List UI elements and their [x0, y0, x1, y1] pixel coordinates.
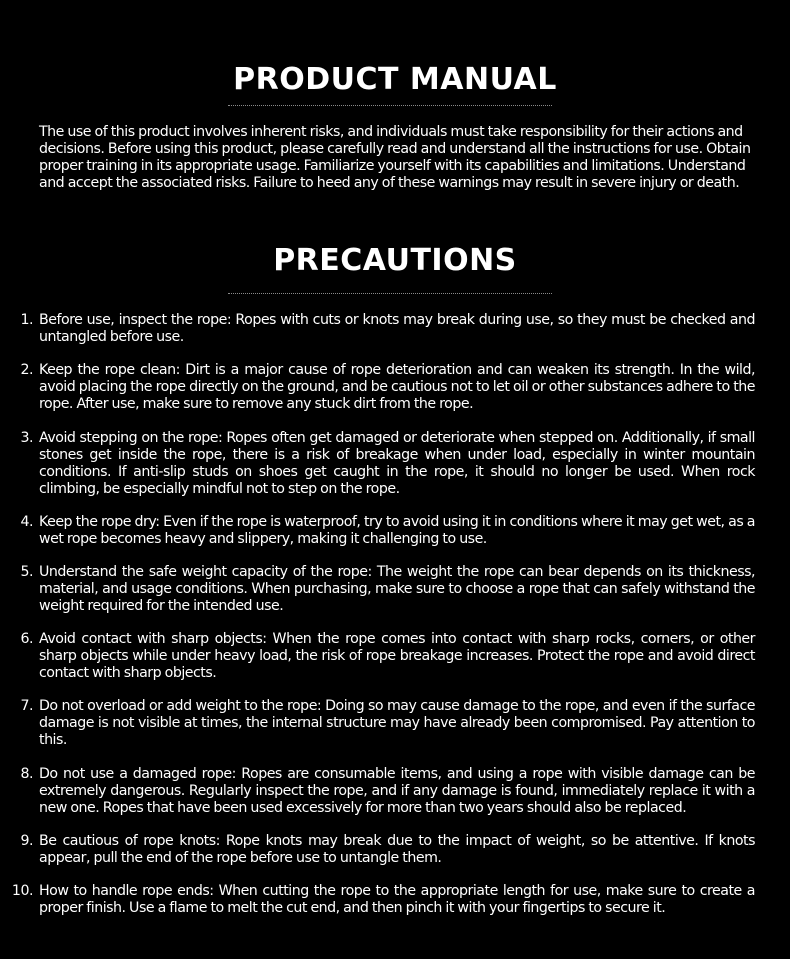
precaution-number: 4. [20, 514, 33, 530]
precaution-text: Do not use a damaged rope: Ropes are consumable items, and using a rope with visible damage can be extremely dangerous. Regularly inspect the rope, and if any damage is found, immediately replace it with a new one. Ropes that have been used excessively for more than two years should also be replaced. [39, 766, 755, 816]
precaution-number: 8. [20, 766, 33, 782]
precaution-text: How to handle rope ends: When cutting the rope to the appropriate length for use, make sure to create a proper finish. Use a flame to melt the cut end, and then pinch it with your fingertips to secure it. [39, 883, 755, 916]
precaution-text: Avoid stepping on the rope: Ropes often get damaged or deteriorate when stepped on. Additionally, if small stones get inside the rope, there is a risk of breakage when under load, especially in winter mountain conditions. If anti-slip studs on shoes get caught in the rope, it should no longer be used. When rock climbing, be especially mindful not to step on the rope. [39, 430, 755, 497]
precaution-number: 9. [20, 833, 33, 849]
precaution-text: Be cautious of rope knots: Rope knots may break due to the impact of weight, so be attentive. If knots appear, pull the end of the rope before use to untangle them. [39, 833, 755, 866]
precautions-title: PRECAUTIONS [273, 243, 517, 278]
precaution-number: 5. [20, 564, 33, 580]
precaution-text: Avoid contact with sharp objects: When the rope comes into contact with sharp rocks, corners, or other sharp objects while under heavy load, the risk of rope breakage increases. Protect the rope and avoid direct contact with sharp objects. [39, 631, 755, 681]
precaution-number: 6. [20, 631, 33, 647]
precaution-text: Understand the safe weight capacity of the rope: The weight the rope can bear depends on its thickness, material, and usage conditions. When purchasing, make sure to choose a rope that can safely withstand the weight required for the intended use. [39, 564, 755, 614]
precaution-number: 10. [11, 883, 33, 899]
title-divider [228, 105, 552, 106]
precaution-text: Keep the rope dry: Even if the rope is waterproof, try to avoid using it in conditions where it may get wet, as a wet rope becomes heavy and slippery, making it challenging to use. [39, 514, 755, 547]
manual-intro-text: The use of this product involves inherent risks, and individuals must take responsibility for their actions and decisions. Before using this product, please carefully read and understand all the instructions for use. Obtain proper training in its appropriate usage. Familiarize yourself with its capabilities and limitations. Understand and accept the associated risks. Failure to heed any of these warnings may result in severe injury or death. [39, 124, 751, 191]
precautions-divider [228, 293, 552, 294]
precaution-number: 3. [20, 430, 33, 446]
product-manual-title: PRODUCT MANUAL [233, 62, 557, 97]
precaution-number: 2. [20, 362, 33, 378]
precaution-text: Keep the rope clean: Dirt is a major cause of rope deterioration and can weaken its strength. In the wild, avoid placing the rope directly on the ground, and be cautious not to let oil or other substances adhere to the rope. After use, make sure to remove any stuck dirt from the rope. [39, 362, 755, 412]
precaution-text: Do not overload or add weight to the rope: Doing so may cause damage to the rope, and even if the surface damage is not visible at times, the internal structure may have already been compromised. Pay attention to this. [39, 698, 755, 748]
precaution-number: 7. [20, 698, 33, 714]
precaution-number: 1. [20, 312, 33, 328]
precaution-text: Before use, inspect the rope: Ropes with cuts or knots may break during use, so they must be checked and untangled before use. [39, 312, 755, 345]
